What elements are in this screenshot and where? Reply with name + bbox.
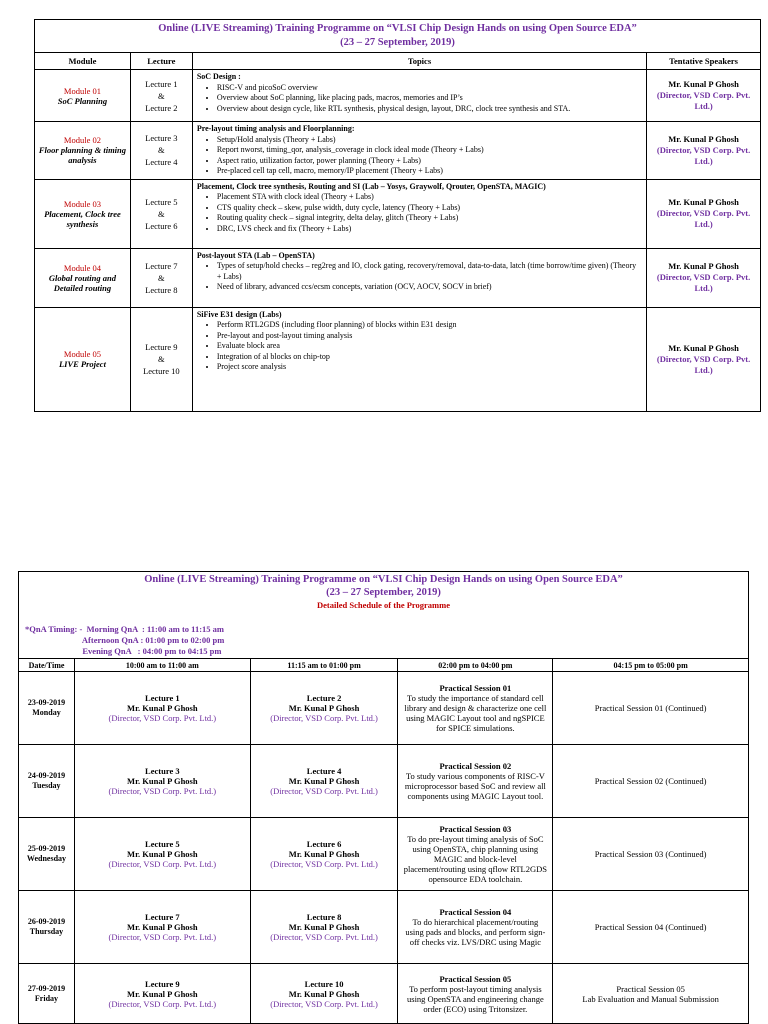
title-dates: (23 – 27 September, 2019) — [340, 37, 455, 48]
header-module: Module — [35, 53, 131, 70]
schedule-subtitle: Detailed Schedule of the Programme — [317, 600, 450, 610]
speaker-org: (Director, VSD Corp. Pvt. Ltd.) — [270, 786, 378, 796]
lecture-first: Lecture 9 — [145, 342, 178, 352]
speaker-org: (Director, VSD Corp. Pvt. Ltd.) — [108, 859, 217, 869]
module-row — [35, 122, 761, 180]
practical-description: To study the importance of standard cell library and design & characterize one cell using MAGIC Layout tool and ngSPICE for SPICE simulations. — [404, 693, 547, 733]
lecture-number: Lecture 6 — [306, 839, 342, 849]
speaker-cell — [647, 122, 761, 180]
speaker-org: (Director, VSD Corp. Pvt. Ltd.) — [270, 713, 378, 723]
module-row — [35, 248, 761, 307]
schedule-table — [18, 571, 749, 1024]
speaker-org: (Director, VSD Corp. Pvt. Ltd.) — [656, 353, 751, 375]
module-name: Module 01 — [63, 85, 101, 96]
date-cell — [19, 745, 75, 818]
topics-cell — [192, 248, 646, 307]
speaker-org: (Director, VSD Corp. Pvt. Ltd.) — [108, 786, 217, 796]
lecture-amp: & — [158, 145, 165, 156]
topic-item: • Perform RTL2GDS (including floor planning) of blocks within E31 design — [217, 320, 642, 331]
speaker-name: Mr. Kunal P Ghosh — [668, 79, 739, 89]
qna-line: Afternoon QnA : 01:00 pm to 02:00 pm — [25, 635, 225, 645]
topic-item: • Overview about SoC planning, like placing pads, macros, memories and IP’s — [217, 93, 642, 104]
topic-item: • Pre-placed cell tap cell, macro, memory/IP placement (Theory + Labs) — [217, 166, 642, 177]
speaker-org: (Director, VSD Corp. Pvt. Ltd.) — [270, 932, 378, 942]
speaker-org: (Director, VSD Corp. Pvt. Ltd.) — [108, 932, 217, 942]
header-slot3: 02:00 pm to 04:00 pm — [398, 659, 553, 672]
lecture-cell — [130, 179, 192, 248]
practical-cell — [398, 818, 553, 891]
date-cell — [19, 891, 75, 964]
header-speakers: Tentative Speakers — [647, 53, 761, 70]
module-subtitle: SoC Planning — [57, 95, 108, 106]
module-name: Module 05 — [63, 349, 101, 359]
date-cell — [19, 964, 75, 1024]
qna-timing — [25, 624, 224, 657]
schedule-title — [19, 572, 749, 659]
lecture-session-cell — [250, 818, 398, 891]
speaker-cell — [647, 307, 761, 411]
lecture-first: Lecture 7 — [145, 260, 178, 271]
practical-description: To perform post-layout timing analysis using OpenSTA and engineering change order (ECO) using Tritonsizer. — [407, 983, 544, 1014]
header-slot2: 11:15 am to 01:00 pm — [250, 659, 398, 672]
speaker-name: Mr. Kunal P Ghosh — [288, 988, 360, 999]
lecture-number: Lecture 10 — [304, 978, 344, 989]
speaker-name: Mr. Kunal P Ghosh — [288, 703, 360, 713]
date-value: 23-09-2019 — [27, 698, 66, 707]
topic-item: • Aspect ratio, utilization factor, power planning (Theory + Labs) — [217, 156, 642, 167]
schedule-row — [19, 964, 749, 1024]
lecture-second: Lecture 8 — [145, 284, 178, 295]
topic-item: • RISC-V and picoSoC overview — [217, 83, 642, 94]
lecture-number: Lecture 7 — [145, 912, 180, 922]
speaker-name: Mr. Kunal P Ghosh — [668, 133, 739, 144]
lecture-cell — [130, 248, 192, 307]
speaker-org: (Director, VSD Corp. Pvt. Ltd.) — [656, 90, 751, 111]
lecture-session-cell — [250, 891, 398, 964]
lecture-session-cell — [74, 964, 250, 1024]
topic-item: • Types of setup/hold checks – reg2reg and IO, clock gating, recovery/removal, data-to-data, latch (time borrow/time given) (Theory + Labs) — [217, 261, 642, 282]
topic-item: • Project score analysis — [217, 362, 642, 373]
continued-title: Practical Session 04 (Continued) — [594, 922, 707, 932]
lecture-session-cell — [250, 964, 398, 1024]
module-row — [35, 179, 761, 248]
topic-item: • Report nworst, timing_qor, analysis_coverage in clock ideal mode (Theory + Labs) — [217, 145, 642, 156]
topic-item: • Integration of al blocks on chip-top — [217, 352, 642, 363]
speaker-name: Mr. Kunal P Ghosh — [288, 849, 360, 859]
module-name: Module 02 — [63, 135, 101, 146]
speaker-cell — [647, 179, 761, 248]
topics-heading: Placement, Clock tree synthesis, Routing and SI (Lab – Yosys, Graywolf, Qrouter, OpenSTA, MAGIC) — [196, 181, 546, 191]
module-cell — [35, 307, 131, 411]
topic-item: • Placement STA with clock ideal (Theory + Labs) — [217, 192, 642, 203]
practical-cell — [398, 672, 553, 745]
day-name: Wednesday — [26, 854, 67, 863]
practical-title: Practical Session 02 — [439, 761, 512, 771]
lecture-cell — [130, 307, 192, 411]
curriculum-table — [34, 19, 761, 412]
topics-cell — [192, 70, 646, 122]
speaker-org: (Director, VSD Corp. Pvt. Ltd.) — [270, 859, 378, 869]
lecture-session-cell — [74, 891, 250, 964]
lecture-amp: & — [158, 90, 165, 101]
date-value: 27-09-2019 — [27, 983, 66, 993]
lecture-second: Lecture 10 — [143, 366, 180, 376]
topic-item: • Pre-layout and post-layout timing analysis — [217, 331, 642, 342]
practical-cell — [398, 964, 553, 1024]
speaker-org: (Director, VSD Corp. Pvt. Ltd.) — [108, 998, 217, 1009]
lecture-number: Lecture 4 — [306, 766, 342, 776]
lecture-number: Lecture 8 — [306, 912, 342, 922]
speaker-name: Mr. Kunal P Ghosh — [668, 342, 739, 353]
topic-item: • Routing quality check – signal integrity, delta delay, glitch (Theory + Labs) — [217, 213, 642, 224]
practical-cell — [398, 891, 553, 964]
module-name: Module 04 — [63, 262, 101, 273]
topics-list — [197, 192, 642, 234]
speaker-org: (Director, VSD Corp. Pvt. Ltd.) — [656, 272, 751, 293]
lecture-amp: & — [158, 272, 165, 283]
module-cell — [35, 179, 131, 248]
lecture-session-cell — [250, 745, 398, 818]
practical-cell — [398, 745, 553, 818]
schedule-row — [19, 818, 749, 891]
speaker-org: (Director, VSD Corp. Pvt. Ltd.) — [108, 713, 217, 723]
topics-heading: Post-layout STA (Lab – OpenSTA) — [196, 250, 315, 260]
lecture-first: Lecture 5 — [145, 196, 178, 207]
qna-line: Evening QnA : 04:00 pm to 04:15 pm — [25, 646, 222, 656]
lecture-second: Lecture 2 — [145, 102, 178, 113]
speaker-org: (Director, VSD Corp. Pvt. Ltd.) — [656, 144, 751, 166]
qna-line: *QnA Timing: - Morning QnA : 11:00 am to 11:15 am — [25, 624, 224, 634]
schedule-title-dates: (23 – 27 September, 2019) — [326, 587, 441, 598]
date-cell — [19, 672, 75, 745]
topics-list — [197, 320, 642, 373]
topics-list — [197, 135, 642, 177]
topics-cell — [192, 122, 646, 180]
date-value: 25-09-2019 — [27, 844, 66, 853]
title-prefix: Online (LIVE Streaming) Training Programme on — [158, 23, 387, 34]
speaker-name: Mr. Kunal P Ghosh — [127, 922, 198, 932]
header-topics: Topics — [192, 53, 646, 70]
practical-description: To study various components of RISC-V microprocessor based SoC and review all components using MAGIC Layout tool. — [404, 771, 546, 801]
module-name: Module 03 — [63, 198, 101, 209]
topic-item: • Setup/Hold analysis (Theory + Labs) — [217, 135, 642, 146]
module-row — [35, 307, 761, 411]
lecture-amp: & — [158, 208, 165, 219]
continued-subtitle: Lab Evaluation and Manual Submission — [582, 993, 719, 1004]
lecture-second: Lecture 6 — [145, 220, 178, 231]
lecture-number: Lecture 5 — [145, 839, 180, 849]
lecture-number: Lecture 1 — [145, 693, 180, 703]
continued-cell — [553, 891, 749, 964]
lecture-second: Lecture 4 — [145, 157, 178, 168]
speaker-org: (Director, VSD Corp. Pvt. Ltd.) — [656, 208, 751, 229]
day-name: Monday — [32, 708, 61, 717]
speaker-name: Mr. Kunal P Ghosh — [127, 776, 198, 786]
continued-title: Practical Session 01 (Continued) — [594, 703, 707, 713]
curriculum-header-row — [35, 53, 761, 70]
topic-item: • Evaluate block area — [217, 341, 642, 352]
schedule-row — [19, 891, 749, 964]
schedule-title-line1: Online (LIVE Streaming) Training Programme on “VLSI Chip Design Hands on using Open Source EDA” — [144, 574, 623, 585]
practical-description: To do hierarchical placement/routing using pads and blocks, and perform sign-off checks viz. LVS/DRC using Magic — [405, 917, 546, 947]
module-subtitle: Placement, Clock tree synthesis — [44, 208, 121, 229]
date-cell — [19, 818, 75, 891]
module-subtitle: Floor planning & timing analysis — [38, 145, 127, 166]
date-value: 26-09-2019 — [27, 917, 66, 926]
speaker-name: Mr. Kunal P Ghosh — [668, 197, 739, 207]
speaker-name: Mr. Kunal P Ghosh — [127, 703, 198, 713]
continued-cell — [553, 672, 749, 745]
module-subtitle: Global routing and Detailed routing — [48, 272, 116, 293]
lecture-cell — [130, 70, 192, 122]
lecture-session-cell — [74, 672, 250, 745]
header-lecture: Lecture — [130, 53, 192, 70]
topics-list — [197, 261, 642, 293]
module-cell — [35, 122, 131, 180]
schedule-header-row — [19, 659, 749, 672]
continued-cell — [553, 964, 749, 1024]
module-row — [35, 70, 761, 122]
practical-title: Practical Session 05 — [439, 973, 512, 984]
practical-description: To do pre-layout timing analysis of SoC using OpenSTA, chip planning using MAGIC and block-level placement/routing using qflow RTL2GDS opensource EDA toolchain. — [403, 834, 547, 884]
module-cell — [35, 70, 131, 122]
lecture-session-cell — [74, 818, 250, 891]
day-name: Friday — [34, 993, 59, 1003]
title-course: “VLSI Chip Design Hands on using Open Source EDA” — [386, 23, 637, 34]
header-date: Date/Time — [19, 659, 75, 672]
schedule-row — [19, 745, 749, 818]
lecture-amp: & — [158, 354, 165, 364]
speaker-name: Mr. Kunal P Ghosh — [288, 776, 360, 786]
topics-list — [197, 83, 642, 115]
date-value: 24-09-2019 — [27, 771, 66, 780]
speaker-org: (Director, VSD Corp. Pvt. Ltd.) — [270, 998, 378, 1009]
module-cell — [35, 248, 131, 307]
speaker-name: Mr. Kunal P Ghosh — [288, 922, 360, 932]
curriculum-title — [35, 20, 761, 53]
header-slot1: 10:00 am to 11:00 am — [74, 659, 250, 672]
lecture-session-cell — [74, 745, 250, 818]
lecture-number: Lecture 9 — [145, 978, 180, 989]
continued-cell — [553, 818, 749, 891]
speaker-cell — [647, 248, 761, 307]
speaker-name: Mr. Kunal P Ghosh — [668, 261, 739, 271]
practical-title: Practical Session 01 — [439, 683, 512, 693]
day-name: Thursday — [29, 927, 64, 936]
topics-heading: SoC Design : — [196, 72, 241, 81]
continued-title: Practical Session 03 (Continued) — [594, 849, 707, 859]
speaker-name: Mr. Kunal P Ghosh — [127, 849, 198, 859]
continued-title: Practical Session 05 — [616, 983, 685, 994]
topic-item: • Need of library, advanced ccs/ecsm concepts, variation (OCV, AOCV, SOCV in brief) — [217, 282, 642, 293]
lecture-number: Lecture 3 — [145, 766, 180, 776]
lecture-cell — [130, 122, 192, 180]
header-slot4: 04:15 pm to 05:00 pm — [553, 659, 749, 672]
topic-item: • DRC, LVS check and fix (Theory + Labs) — [217, 224, 642, 235]
lecture-session-cell — [250, 672, 398, 745]
lecture-first: Lecture 1 — [145, 78, 178, 89]
continued-cell — [553, 745, 749, 818]
topic-item: • CTS quality check – skew, pulse width, duty cycle, latency (Theory + Labs) — [217, 203, 642, 214]
practical-title: Practical Session 04 — [439, 907, 512, 917]
continued-title: Practical Session 02 (Continued) — [594, 776, 707, 786]
practical-title: Practical Session 03 — [439, 824, 512, 834]
lecture-first: Lecture 3 — [145, 133, 178, 144]
speaker-cell — [647, 70, 761, 122]
topics-cell — [192, 307, 646, 411]
topics-heading: Pre-layout timing analysis and Floorplanning: — [196, 124, 355, 133]
schedule-row — [19, 672, 749, 745]
speaker-name: Mr. Kunal P Ghosh — [127, 988, 198, 999]
topic-item: • Overview about design cycle, like RTL synthesis, physical design, layout, DRC, clock tree synthesis and STA. — [217, 104, 642, 115]
topics-cell — [192, 179, 646, 248]
lecture-number: Lecture 2 — [306, 693, 342, 703]
topics-heading: SiFive E31 design (Labs) — [196, 309, 282, 319]
day-name: Tuesday — [32, 781, 61, 790]
module-subtitle: LIVE Project — [58, 359, 106, 369]
